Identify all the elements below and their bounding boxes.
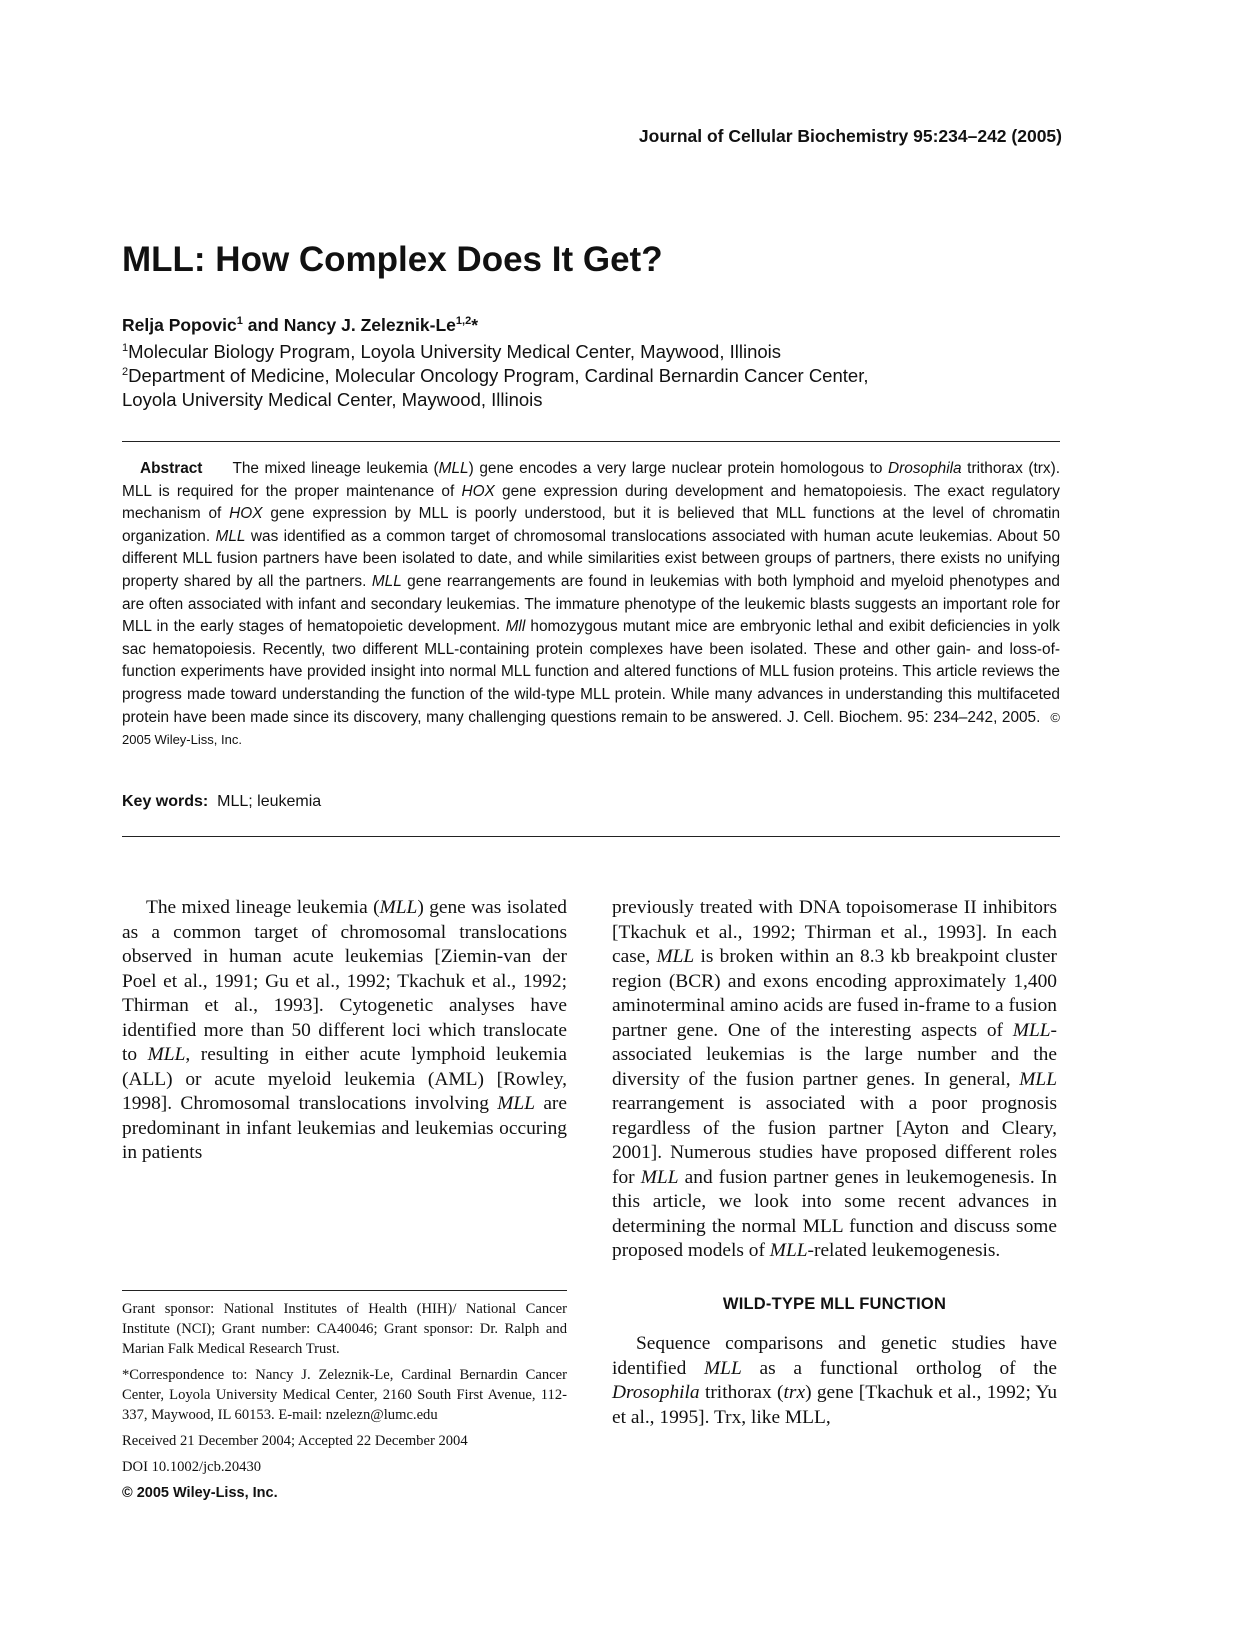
author-affiliation-mark: 1 <box>236 315 243 328</box>
affiliation-2 <box>122 360 868 412</box>
copyright-notice: © 2005 Wiley-Liss, Inc. <box>122 1485 278 1501</box>
author-line <box>122 315 478 336</box>
affiliation-mark: 2 <box>122 366 129 378</box>
affiliation-text: Loyola University Medical Center, Maywood, Illinois <box>122 389 543 411</box>
footnotes <box>122 1290 567 1509</box>
section-heading: WILD-TYPE MLL FUNCTION <box>722 1294 947 1313</box>
doi: DOI 10.1002/jcb.20430 <box>122 1459 262 1475</box>
keywords <box>122 793 321 811</box>
keywords-label: Key words: <box>122 793 209 810</box>
body-paragraph: The mixed lineage leukemia (MLL) gene was isolated as a common target of chromosomal translocations observed in human acute leukemias [Ziemin-van der Poel et al., 1991; Gu et al., 1992; Tkachuk et al., 1992; Thirman et al., 1993]. Cytogenetic analyses have identified more than 50 different loci which translocate to MLL, resulting in either acute lymphoid leukemia (ALL) or acute myeloid leukemia (AML) [Rowley, 1998]. Chromosomal translocations involving MLL are predominant in infant leukemias and leukemias occuring in patients <box>122 897 568 1163</box>
affiliation-text: Department of Medicine, Molecular Oncology Program, Cardinal Bernardin Cancer Center, <box>128 365 869 387</box>
body-paragraph: previously treated with DNA topoisomerase II inhibitors [Tkachuk et al., 1992; Thirman et al., 1993]. In each case, MLL is broken within an 8.3 kb breakpoint cluster region (BCR) and exons encoding approximately 1,400 aminoterminal amino acids are fused in-frame to a fusion partner gene. One of the interesting aspects of MLL-associated leukemias is the large number and the diversity of the fusion partner genes. In general, MLL rearrangement is associated with a poor prognosis regardless of the fusion partner [Ayton and Cleary, 2001]. Numerous studies have proposed different roles for MLL and fusion partner genes in leukemogenesis. In this article, we look into some recent advances in determining the normal MLL function and discuss some proposed models of MLL-related leukemogenesis. <box>612 897 1058 1261</box>
affiliation-text: Molecular Biology Program, Loyola University Medical Center, Maywood, Illinois <box>128 341 782 363</box>
grant-footnote: Grant sponsor: National Institutes of Health (HIH)/ National Cancer Institute (NCI); Grant number: CA40046; Grant sponsor: Dr. Ralph and Marian Falk Medical Research Trust. <box>122 1301 567 1357</box>
author-affiliation-mark: 1,2 <box>455 315 472 328</box>
author-name: Nancy J. Zeleznik-Le <box>283 315 456 335</box>
correspondence-footnote: *Correspondence to: Nancy J. Zeleznik-Le, Cardinal Bernardin Cancer Center, Loyola University Medical Center, 2160 South First Avenue, 112-337, Maywood, IL 60153. E-mail: nzelezn@lumc.edu <box>122 1367 567 1423</box>
received-date: Received 21 December 2004; Accepted 22 December 2004 <box>122 1433 468 1449</box>
correspondence-mark: * <box>471 315 478 335</box>
affiliation-mark: 1 <box>122 342 129 354</box>
abstract-label: Abstract <box>140 460 203 477</box>
author-name: Relja Popovic <box>122 315 237 335</box>
body-column-left <box>122 896 567 1166</box>
footnote-divider <box>122 1290 567 1291</box>
body-column-right <box>612 896 1057 1430</box>
abstract: Abstract The mixed lineage leukemia (MLL) gene encodes a very large nuclear protein homologous to Drosophila trithorax (trx). MLL is required for the proper maintenance of HOX gene expression during development and hematopoiesis. The exact regulatory mechanism of HOX gene expression by MLL is poorly understood, but it is believed that MLL functions at the level of chromatin organization. MLL was identified as a common target of chromosomal translocations associated with human acute leukemias. About 50 different MLL fusion partners have been isolated to date, and while similarities exist between groups of partners, there exists no unifying property shared by all the partners. MLL gene rearrangements are found in leukemias with both lymphoid and myeloid phenotypes and are often associated with infant and secondary leukemias. The immature phenotype of the leukemic blasts suggests an important role for MLL in the early stages of hematopoietic development. Mll homozygous mutant mice are embryonic lethal and exibit deficiencies in yolk sac hematopoiesis. Recently, two different MLL-containing protein complexes have been isolated. These and other gain- and loss-of-function experiments have provided insight into normal MLL function and altered functions of MLL fusion proteins. This article reviews the progress made toward understanding the function of the wild-type MLL protein. While many advances in understanding this multifaceted protein have been made since its discovery, many challenging questions remain to be answered. J. Cell. Biochem. 95: 234–242, 2005. © 2005 Wiley-Liss, Inc. <box>122 460 1061 748</box>
keywords-value: MLL; leukemia <box>217 793 322 810</box>
divider <box>122 441 1060 442</box>
author-conjunction: and <box>242 315 284 335</box>
divider <box>122 836 1060 837</box>
body-paragraph: Sequence comparisons and genetic studies have identified MLL as a functional ortholog of the Drosophila trithorax (trx) gene [Tkachuk et al., 1992; Yu et al., 1995]. Trx, like MLL, <box>612 1333 1058 1428</box>
article-title: MLL: How Complex Does It Get? <box>122 240 663 279</box>
journal-citation: Journal of Cellular Biochemistry 95:234–242 (2005) <box>638 126 1062 146</box>
abstract-copyright: © 2005 Wiley-Liss, Inc. <box>122 709 1060 748</box>
